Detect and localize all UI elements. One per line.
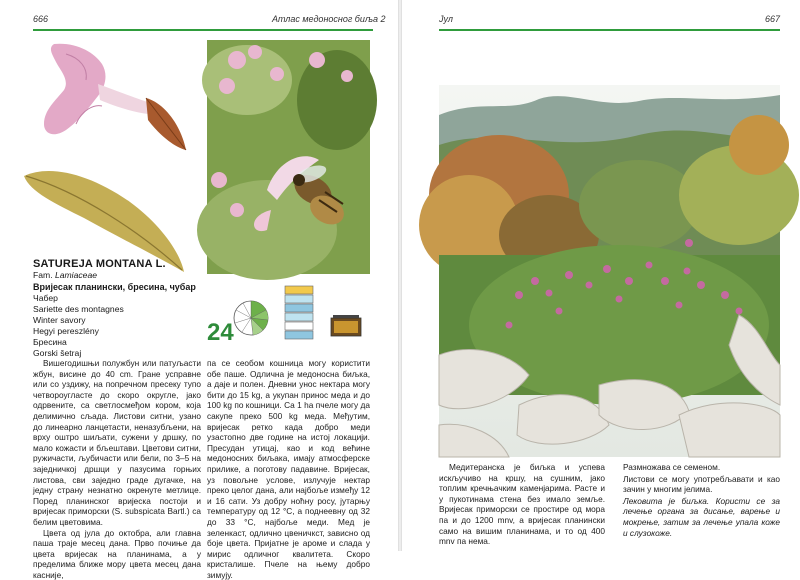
page-number: 666 (33, 14, 48, 24)
paragraph-flowering: Цвета од јула до октобра, али главна паша траје месец дана. Прво почиње да цвета вријесак на планинама, а у пределима ближе мору цвета месец дана касније, (33, 528, 201, 580)
perennial-symbol: 24 (207, 319, 234, 346)
latin-name: SATUREJA MONTANA L. (33, 258, 208, 270)
text-column-2 (623, 462, 780, 538)
header-rule (33, 29, 373, 31)
right-page (402, 0, 800, 551)
running-title: Јул (439, 14, 453, 24)
landscape-photo (439, 85, 780, 457)
common-names-serbian: Вријесак планински, бресина, чубар (33, 281, 208, 293)
common-name: Чабер (33, 293, 208, 304)
family-prefix: Fam. (33, 270, 53, 280)
paragraph-habitat: Медитеранска је биљка и успева искључиво на кршу, на сушним, јако топлим кречњачким каменјарима. Расте и у пукотинама стена без имало земље. Вријесак приморски се простире од мора па и до 1200 mnv, а вријесак планински само на вишим планинама, и то од 400 mnv па нема. (439, 462, 605, 547)
honey-yield-icon (285, 286, 313, 339)
page-number: 667 (765, 14, 780, 24)
text-column-1 (33, 358, 201, 580)
common-name: Бресина (33, 337, 208, 348)
paragraph-honey: па се сеобом кошница могу користити обе паше. Одлична је медоносна биљка, а даје и полен. Дневни унос нектара могу бити до 15 kg, а укупан принос меда и до 100 kg по кошници. Са 1 ha пчеле могу да сакупе преко 500 kg меда. Међутим, вријесак ретко када добро меди узастопно две године на истој локацији. Пресудан утицај, као и код већине медоносних биљака, имају атмосферске прилике, а поготову падавине. Вријесак, уз повољне услове, излучује нектар преко целог дана, али најбоље између 12 и 16 сати. Уз добру ноћну росу, јутарњу температуру од 12 °C, а поднеевну од 32 до 33 °C, најбоље меди. Мед је зеленкаст, одлично цвеничкст, зависно од боје цвета. Пријатне је ароме и слада у мирис одличног квалитета. Скоро кристалише. Пчеле на њему добро зимују. (207, 358, 370, 580)
flower-illustration (36, 40, 196, 172)
family-name: Lamiaceae (55, 270, 97, 280)
common-name: Gorski šetraj (33, 348, 208, 359)
text-column-1 (439, 462, 605, 547)
species-block (33, 258, 208, 359)
honey-comb-icon (331, 315, 361, 336)
flowering-calendar-icon (234, 301, 268, 335)
bee-on-flower-photo (207, 40, 370, 274)
header-rule (439, 29, 780, 31)
symbols-panel (207, 282, 370, 354)
common-name: Winter savory (33, 315, 208, 326)
left-page (0, 0, 398, 551)
paragraph-propagation: Размножава се семеном. (623, 462, 780, 473)
family-line (33, 270, 208, 281)
common-name: Hegyi pereszlény (33, 326, 208, 337)
paragraph-medicinal: Лековита је биљка. Користи се за лечење органа за дисање, варење и мокрење, затим за лечење упала коже и слузокоже. (623, 496, 780, 538)
paragraph-culinary: Листови се могу употребљавати и као зачин у многим јелима. (623, 474, 780, 495)
text-column-2 (207, 358, 370, 580)
paragraph-description: Вишегодишњи полужбун или патуљасти жбун, висине до 40 cm. Гране усправне или со уздижу, на попречном пресеку тупо четвороугласте до скоро округле, јако одрвените, са светлосмеђом кором, која делимично сљада. Листови ситни, узано до линеарно ланцетасти, неназубљени, на врху оштро шиљати, сужени у дршку, по мало кожасти и бљештави. Цветови ситни, ружичасти, љубичасти или бели, по 3–5 на заједничкој дршци у пазусима горњих листова, сви заједно граде дугачке, на једну страну незнатно окренуте метлице. Поред планинског вријеска постоји и вријесак приморски (S. subspicata Bartl.) са белим цветовима. (33, 358, 201, 528)
common-name: Sariette des montagnes (33, 304, 208, 315)
running-title: Атлас медоносног биља 2 (272, 14, 386, 24)
